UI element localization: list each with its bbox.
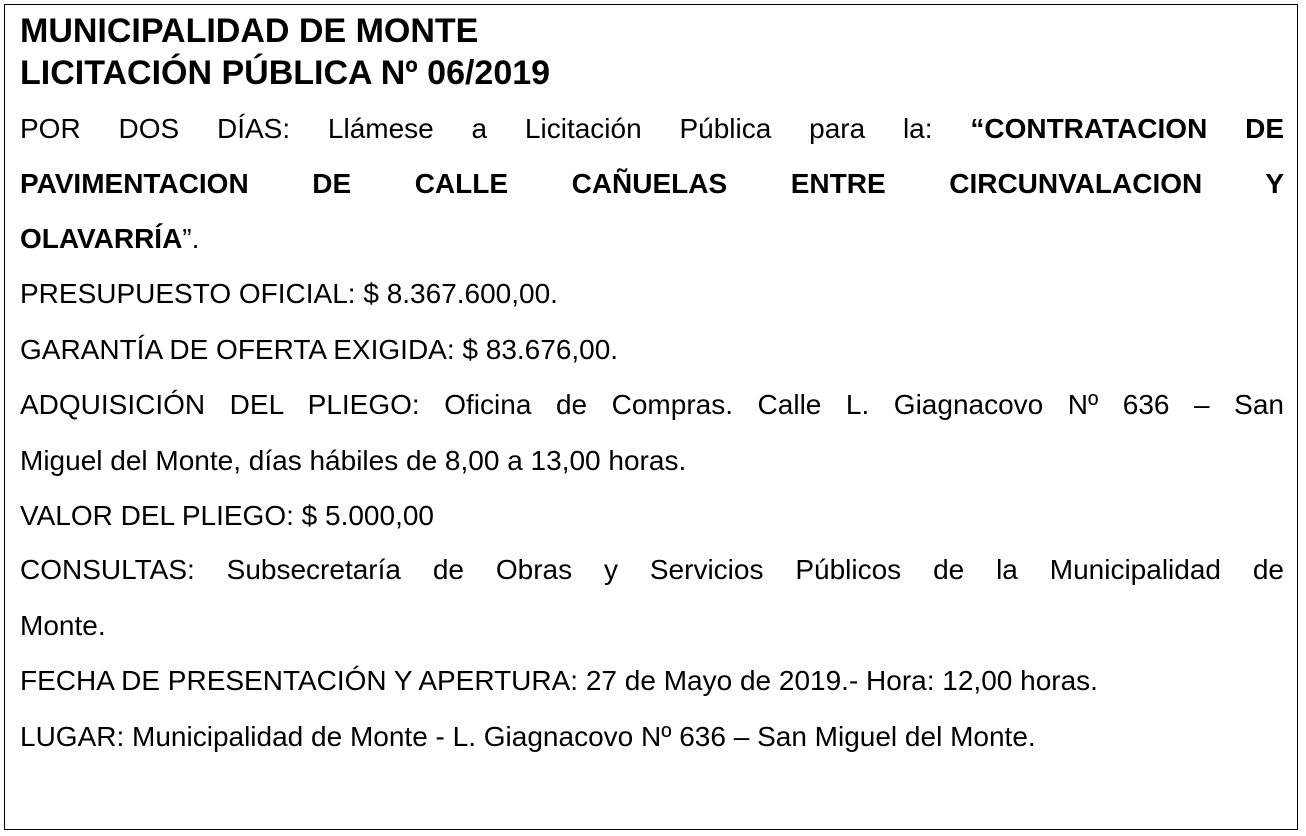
tender-object-line-1: CONTRATACION DE (984, 113, 1284, 144)
official-budget: PRESUPUESTO OFICIAL: $ 8.367.600,00. (20, 278, 558, 309)
call-line-1 (20, 111, 1284, 147)
inquiries-line-2: Monte. (20, 610, 106, 641)
specifications-acquisition-line-1: ADQUISICIÓN DEL PLIEGO: Oficina de Compras. Calle L. Giagnacovo Nº 636 – San (20, 389, 1284, 420)
municipality-title: MUNICIPALIDAD DE MONTE (20, 12, 479, 50)
tender-object-line-3: OLAVARRÍA (20, 223, 183, 254)
opening-place: LUGAR: Municipalidad de Monte - L. Giagnacovo Nº 636 – San Miguel del Monte. (20, 721, 1036, 752)
opening-date: FECHA DE PRESENTACIÓN Y APERTURA: 27 de Mayo de 2019.- Hora: 12,00 horas. (20, 665, 1098, 696)
call-line-2 (20, 166, 1284, 202)
call-line-3 (20, 221, 1284, 257)
offer-guarantee: GARANTÍA DE OFERTA EXIGIDA: $ 83.676,00. (20, 334, 619, 365)
specifications-acquisition-line-2: Miguel del Monte, días hábiles de 8,00 a 13,00 horas. (20, 445, 687, 476)
tender-title: LICITACIÓN PÚBLICA Nº 06/2019 (20, 54, 551, 92)
inquiries-line-1: CONSULTAS: Subsecretaría de Obras y Servicios Públicos de la Municipalidad de (20, 554, 1284, 585)
tender-object-line-2: PAVIMENTACION DE CALLE CAÑUELAS ENTRE CIRCUNVALACION Y (20, 168, 1284, 199)
call-intro: POR DOS DÍAS: Llámese a Licitación Pública para la: (20, 113, 971, 144)
call-closing: ”. (182, 223, 200, 254)
specifications-price: VALOR DEL PLIEGO: $ 5.000,00 (20, 500, 434, 531)
quote-open: “ (970, 113, 985, 144)
